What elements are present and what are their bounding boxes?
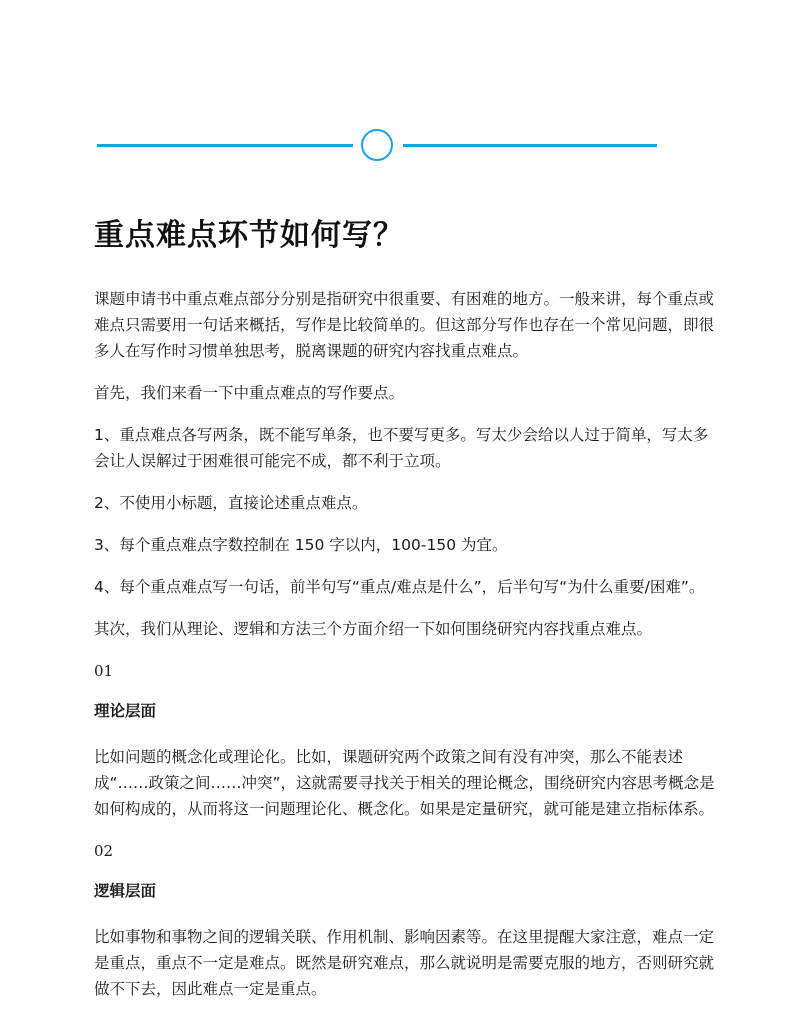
section-1-title: 理论层面 xyxy=(94,702,157,720)
section-2-body: 比如事物和事物之间的逻辑关联、作用机制、影响因素等。在这里提醒大家注意，难点一定是重点，重点不一定是难点。既然是研究难点，那么就说明是需要克服的地方，否则研究就做不下去，因此难点一定是重点。 xyxy=(94,928,715,998)
section-1-body: 比如问题的概念化或理论化。比如，课题研究两个政策之间有没有冲突，那么不能表述成“……政策之间……冲突”，这就需要寻找关于相关的理论概念，围绕研究内容思考概念是如何构成的，从而将这一问题理论化、概念化。如果是定量研究，就可能是建立指标体系。 xyxy=(94,748,715,818)
article-body xyxy=(94,214,716,1018)
rule-3: 3、每个重点难点字数控制在 150 字以内，100-150 为宜。 xyxy=(94,536,508,554)
section-2-title: 逻辑层面 xyxy=(94,882,157,900)
second-paragraph: 其次，我们从理论、逻辑和方法三个方面介绍一下如何围绕研究内容找重点难点。 xyxy=(94,620,653,638)
first-paragraph: 首先，我们来看一下中重点难点的写作要点。 xyxy=(94,384,405,402)
divider-line-left xyxy=(97,144,353,147)
divider-line-right xyxy=(403,144,657,147)
rule-1: 1、重点难点各写两条，既不能写单条，也不要写更多。写太少会给以人过于简单，写太多会让人误解过于困难很可能完不成，都不利于立项。 xyxy=(94,426,709,470)
divider-circle-icon xyxy=(361,129,393,161)
rule-4: 4、每个重点难点写一句话，前半句写“重点/难点是什么”，后半句写“为什么重要/困难”。 xyxy=(94,578,705,596)
section-2-number: 02 xyxy=(94,842,114,860)
page-title: 重点难点环节如何写？ xyxy=(94,218,404,253)
header-divider xyxy=(97,128,657,162)
section-1-number: 01 xyxy=(94,662,114,680)
rule-2: 2、不使用小标题，直接论述重点难点。 xyxy=(94,494,368,512)
intro-paragraph: 课题申请书中重点难点部分分别是指研究中很重要、有困难的地方。一般来讲，每个重点或难点只需要用一句话来概括，写作是比较简单的。但这部分写作也存在一个常见问题，即很多人在写作时习惯单独思考，脱离课题的研究内容找重点难点。 xyxy=(94,290,715,360)
